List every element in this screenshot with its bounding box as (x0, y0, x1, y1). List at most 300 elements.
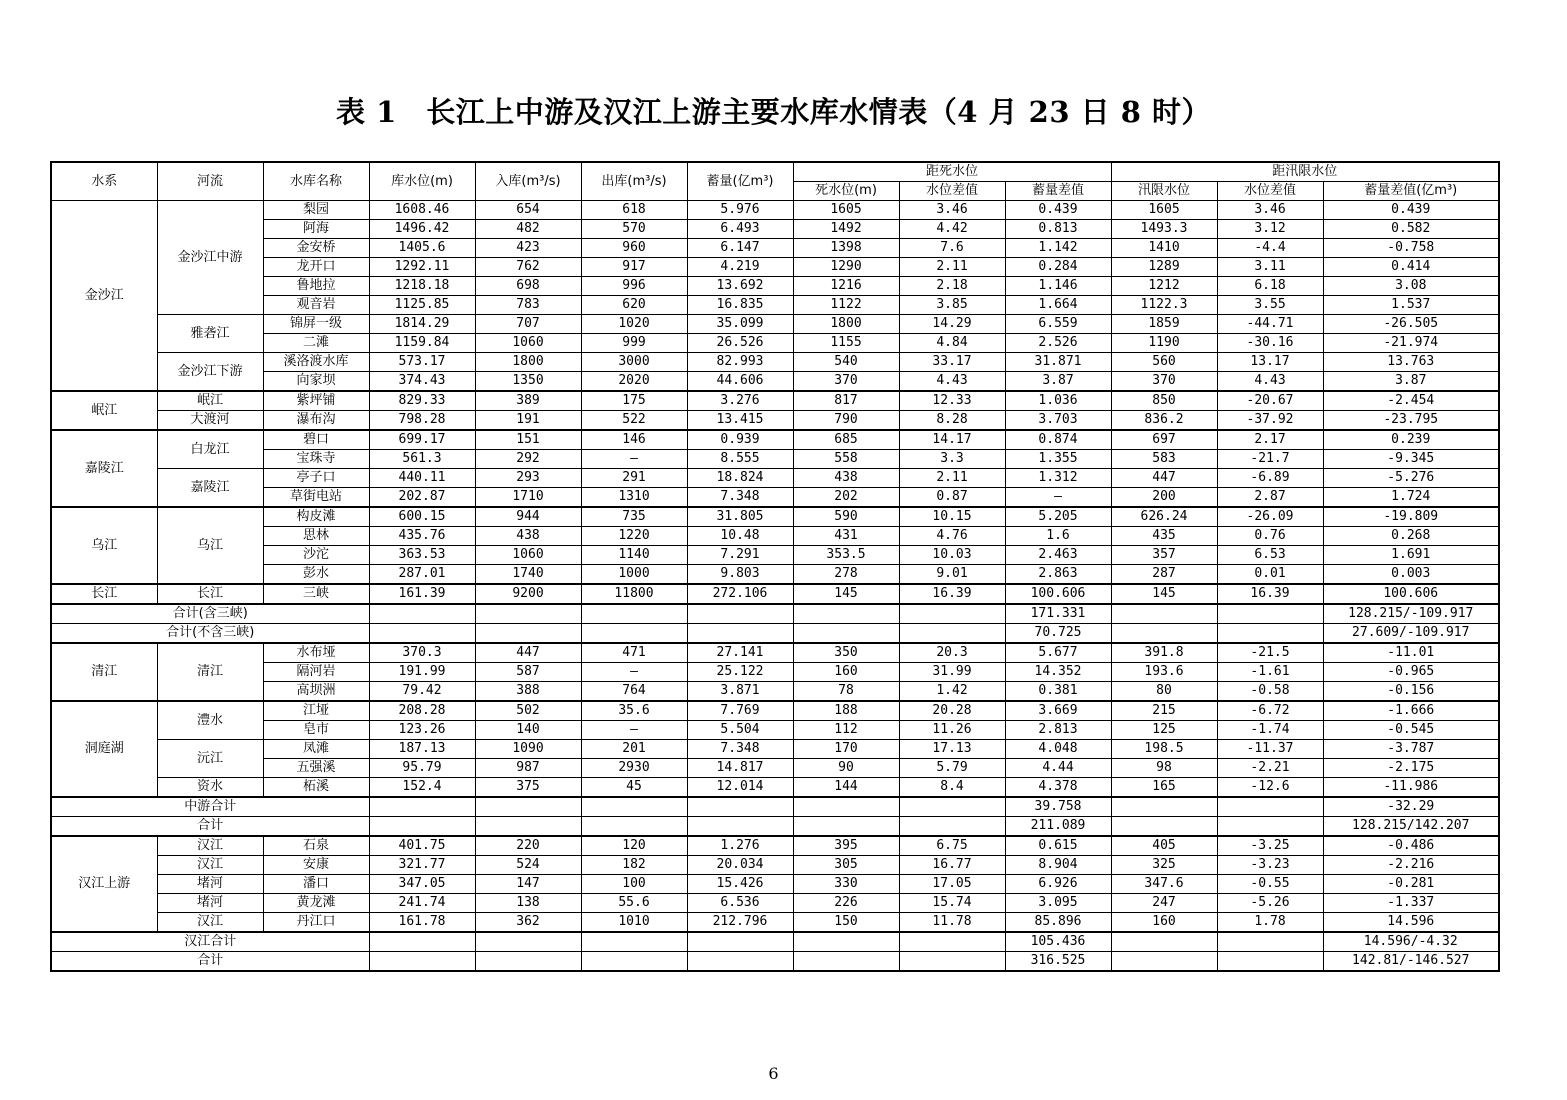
outflow-cell: 100 (581, 875, 687, 894)
total-row (51, 624, 1499, 644)
outflow-cell: 764 (581, 682, 687, 702)
dd-cell: 15.74 (899, 894, 1005, 913)
storage-cell: 7.348 (687, 740, 793, 759)
dd-cell: 14.29 (899, 315, 1005, 334)
ds-cell: 4.048 (1005, 740, 1111, 759)
outflow-cell: 999 (581, 334, 687, 353)
flood-storage-diff-cell: 128.215/-109.917 (1323, 604, 1499, 624)
inflow-cell: 389 (475, 391, 581, 411)
dd-cell: 20.28 (899, 701, 1005, 721)
reservoir-name-cell: 皂市 (263, 721, 369, 740)
dead-cell: 1155 (793, 334, 899, 353)
storage-cell: 16.835 (687, 296, 793, 315)
outflow-cell: 917 (581, 258, 687, 277)
dd-cell: 9.01 (899, 565, 1005, 585)
fs-cell: -23.795 (1323, 411, 1499, 431)
total-row (51, 932, 1499, 952)
ds-cell: 1.355 (1005, 450, 1111, 469)
dd-cell: 3.3 (899, 450, 1005, 469)
dead-cell: 1605 (793, 201, 899, 220)
storage-cell: 6.147 (687, 239, 793, 258)
reservoir-name-cell: 紫坪铺 (263, 391, 369, 411)
table-row (51, 450, 1499, 469)
reservoir-name-cell: 草街电站 (263, 488, 369, 508)
outflow-cell: 182 (581, 856, 687, 875)
flood-cell: 357 (1111, 546, 1217, 565)
reservoir-name-cell: 梨园 (263, 201, 369, 220)
river-cell: 堵河 (157, 875, 263, 894)
storage-cell: 5.976 (687, 201, 793, 220)
table-row (51, 721, 1499, 740)
outflow-cell: 11800 (581, 584, 687, 604)
flood-storage-diff-cell: 142.81/-146.527 (1323, 952, 1499, 972)
fs-cell: 3.87 (1323, 372, 1499, 392)
fs-cell: -19.809 (1323, 507, 1499, 527)
table-row (51, 894, 1499, 913)
table-row (51, 836, 1499, 856)
flood-cell: 850 (1111, 391, 1217, 411)
table-row (51, 565, 1499, 585)
empty-cell (581, 624, 687, 644)
table-row (51, 296, 1499, 315)
level-cell: 798.28 (369, 411, 475, 431)
outflow-cell: – (581, 450, 687, 469)
header-row (51, 162, 1499, 182)
total-label: 合计 (51, 952, 369, 972)
empty-cell (1111, 624, 1217, 644)
level-cell: 435.76 (369, 527, 475, 546)
storage-cell: 8.555 (687, 450, 793, 469)
reservoir-name-cell: 碧口 (263, 430, 369, 450)
table-row (51, 546, 1499, 565)
empty-cell (899, 817, 1005, 837)
fd-cell: -0.55 (1217, 875, 1323, 894)
basin-header: 水系 (51, 162, 157, 201)
reservoir-name-cell: 向家坝 (263, 372, 369, 392)
inflow-cell: 423 (475, 239, 581, 258)
flood-cell: 287 (1111, 565, 1217, 585)
dd-cell: 8.28 (899, 411, 1005, 431)
fd-cell: 3.12 (1217, 220, 1323, 239)
inflow-cell: 1800 (475, 353, 581, 372)
dead-level-group-header: 距死水位 (793, 162, 1111, 182)
flood-cell: 198.5 (1111, 740, 1217, 759)
storage-cell: 7.291 (687, 546, 793, 565)
fd-cell: 0.01 (1217, 565, 1323, 585)
flood-cell: 697 (1111, 430, 1217, 450)
outflow-cell: 2020 (581, 372, 687, 392)
empty-cell (1217, 604, 1323, 624)
empty-cell (899, 624, 1005, 644)
inflow-cell: 707 (475, 315, 581, 334)
basin-cell: 金沙江 (51, 201, 157, 392)
table-row (51, 663, 1499, 682)
storage-cell: 12.014 (687, 778, 793, 798)
table-row (51, 469, 1499, 488)
empty-cell (475, 952, 581, 972)
ds-cell: 0.439 (1005, 201, 1111, 220)
fs-cell: -1.337 (1323, 894, 1499, 913)
dead-cell: 590 (793, 507, 899, 527)
level-cell: 440.11 (369, 469, 475, 488)
dd-cell: 4.43 (899, 372, 1005, 392)
fd-cell: 4.43 (1217, 372, 1323, 392)
dead-cell: 790 (793, 411, 899, 431)
level-cell: 191.99 (369, 663, 475, 682)
level-cell: 374.43 (369, 372, 475, 392)
empty-cell (1217, 952, 1323, 972)
empty-cell (581, 932, 687, 952)
level-cell: 829.33 (369, 391, 475, 411)
flood-cell: 160 (1111, 913, 1217, 933)
outflow-header: 出库(m³/s) (581, 162, 687, 201)
outflow-cell: 1140 (581, 546, 687, 565)
empty-cell (475, 797, 581, 817)
level-cell: 561.3 (369, 450, 475, 469)
storage-cell: 27.141 (687, 643, 793, 663)
inflow-cell: 138 (475, 894, 581, 913)
river-header: 河流 (157, 162, 263, 201)
flood-cell: 1605 (1111, 201, 1217, 220)
dd-cell: 5.79 (899, 759, 1005, 778)
storage-cell: 0.939 (687, 430, 793, 450)
dd-cell: 2.11 (899, 258, 1005, 277)
ds-cell: 31.871 (1005, 353, 1111, 372)
dead-cell: 395 (793, 836, 899, 856)
flood-cell: 247 (1111, 894, 1217, 913)
reservoir-name-cell: 宝珠寺 (263, 450, 369, 469)
outflow-cell: 146 (581, 430, 687, 450)
fs-cell: -9.345 (1323, 450, 1499, 469)
reservoir-name-cell: 金安桥 (263, 239, 369, 258)
inflow-cell: 524 (475, 856, 581, 875)
flood-cell: 405 (1111, 836, 1217, 856)
ds-cell: 2.863 (1005, 565, 1111, 585)
flood-storage-diff-cell: 27.609/-109.917 (1323, 624, 1499, 644)
ds-cell: 3.095 (1005, 894, 1111, 913)
table-row (51, 411, 1499, 431)
fs-cell: 0.582 (1323, 220, 1499, 239)
flood-cell: 165 (1111, 778, 1217, 798)
river-cell: 汉江 (157, 836, 263, 856)
ds-cell: 1.146 (1005, 277, 1111, 296)
flood-cell: 1289 (1111, 258, 1217, 277)
fs-cell: 0.439 (1323, 201, 1499, 220)
flood-storage-diff-cell: 128.215/142.207 (1323, 817, 1499, 837)
table-row (51, 913, 1499, 933)
inflow-header: 入库(m³/s) (475, 162, 581, 201)
table-row (51, 740, 1499, 759)
inflow-cell: 762 (475, 258, 581, 277)
storage-cell: 3.871 (687, 682, 793, 702)
fd-cell: 3.46 (1217, 201, 1323, 220)
flood-cell: 1212 (1111, 277, 1217, 296)
table-row (51, 220, 1499, 239)
level-cell: 241.74 (369, 894, 475, 913)
ds-cell: 100.606 (1005, 584, 1111, 604)
storage-cell: 14.817 (687, 759, 793, 778)
fd-cell: 16.39 (1217, 584, 1323, 604)
total-label: 汉江合计 (51, 932, 369, 952)
inflow-cell: 654 (475, 201, 581, 220)
empty-cell (581, 952, 687, 972)
outflow-cell: 618 (581, 201, 687, 220)
river-cell: 白龙江 (157, 430, 263, 469)
dd-cell: 4.42 (899, 220, 1005, 239)
flood-storage-diff-header: 蓄量差值(亿m³) (1323, 182, 1499, 201)
table-row (51, 430, 1499, 450)
table-row (51, 682, 1499, 702)
dead-cell: 431 (793, 527, 899, 546)
reservoir-name-cell: 鲁地拉 (263, 277, 369, 296)
storage-cell: 6.493 (687, 220, 793, 239)
river-cell: 岷江 (157, 391, 263, 411)
dd-cell: 33.17 (899, 353, 1005, 372)
reservoir-name-cell: 黄龙滩 (263, 894, 369, 913)
table-row (51, 277, 1499, 296)
empty-cell (581, 797, 687, 817)
fd-cell: -0.58 (1217, 682, 1323, 702)
outflow-cell: 291 (581, 469, 687, 488)
empty-cell (1111, 797, 1217, 817)
ds-cell: 1.036 (1005, 391, 1111, 411)
storage-cell: 7.769 (687, 701, 793, 721)
fs-cell: 14.596 (1323, 913, 1499, 933)
dead-cell: 685 (793, 430, 899, 450)
reservoir-name-cell: 观音岩 (263, 296, 369, 315)
table-row (51, 778, 1499, 798)
fs-cell: -0.486 (1323, 836, 1499, 856)
inflow-cell: 1060 (475, 546, 581, 565)
fd-cell: -21.5 (1217, 643, 1323, 663)
outflow-cell: 471 (581, 643, 687, 663)
basin-cell: 洞庭湖 (51, 701, 157, 797)
table-row (51, 643, 1499, 663)
fd-cell: -2.21 (1217, 759, 1323, 778)
table-row (51, 315, 1499, 334)
basin-cell: 岷江 (51, 391, 157, 430)
level-cell: 123.26 (369, 721, 475, 740)
fd-cell: -11.37 (1217, 740, 1323, 759)
dead-cell: 1492 (793, 220, 899, 239)
river-cell: 澧水 (157, 701, 263, 740)
ds-cell: 6.559 (1005, 315, 1111, 334)
level-cell: 321.77 (369, 856, 475, 875)
dead-cell: 1122 (793, 296, 899, 315)
reservoir-name-cell: 水布垭 (263, 643, 369, 663)
flood-cell: 583 (1111, 450, 1217, 469)
level-cell: 1159.84 (369, 334, 475, 353)
storage-cell: 212.796 (687, 913, 793, 933)
ds-cell: 0.874 (1005, 430, 1111, 450)
fd-cell: 3.11 (1217, 258, 1323, 277)
empty-cell (369, 817, 475, 837)
reservoir-name-cell: 凤滩 (263, 740, 369, 759)
fs-cell: -26.505 (1323, 315, 1499, 334)
storage-cell: 7.348 (687, 488, 793, 508)
level-cell: 95.79 (369, 759, 475, 778)
fd-cell: -4.4 (1217, 239, 1323, 258)
empty-cell (581, 817, 687, 837)
dead-storage-diff-cell: 105.436 (1005, 932, 1111, 952)
reservoir-name-cell: 思林 (263, 527, 369, 546)
fs-cell: -2.454 (1323, 391, 1499, 411)
level-cell: 363.53 (369, 546, 475, 565)
inflow-cell: 1740 (475, 565, 581, 585)
fd-cell: 2.17 (1217, 430, 1323, 450)
dd-cell: 17.13 (899, 740, 1005, 759)
reservoir-name-cell: 溪洛渡水库 (263, 353, 369, 372)
fd-cell: 6.53 (1217, 546, 1323, 565)
empty-cell (475, 932, 581, 952)
reservoir-name-cell: 锦屏一级 (263, 315, 369, 334)
outflow-cell: – (581, 721, 687, 740)
storage-cell: 3.276 (687, 391, 793, 411)
flood-cell: 626.24 (1111, 507, 1217, 527)
inflow-cell: 944 (475, 507, 581, 527)
inflow-cell: 1350 (475, 372, 581, 392)
ds-cell: 1.664 (1005, 296, 1111, 315)
fs-cell: -0.281 (1323, 875, 1499, 894)
reservoir-name-cell: 高坝洲 (263, 682, 369, 702)
inflow-cell: 698 (475, 277, 581, 296)
dead-cell: 226 (793, 894, 899, 913)
fs-cell: 0.268 (1323, 527, 1499, 546)
fs-cell: -21.974 (1323, 334, 1499, 353)
storage-cell: 272.106 (687, 584, 793, 604)
empty-cell (687, 604, 793, 624)
fd-cell: -1.74 (1217, 721, 1323, 740)
inflow-cell: 292 (475, 450, 581, 469)
dead-storage-diff-cell: 70.725 (1005, 624, 1111, 644)
level-cell: 79.42 (369, 682, 475, 702)
fd-cell: 1.78 (1217, 913, 1323, 933)
empty-cell (899, 952, 1005, 972)
flood-cell: 1122.3 (1111, 296, 1217, 315)
outflow-cell: 45 (581, 778, 687, 798)
dead-cell: 1290 (793, 258, 899, 277)
flood-cell: 560 (1111, 353, 1217, 372)
empty-cell (369, 952, 475, 972)
dead-cell: 278 (793, 565, 899, 585)
river-cell: 雅砻江 (157, 315, 263, 353)
empty-cell (687, 797, 793, 817)
empty-cell (793, 932, 899, 952)
dd-cell: 7.6 (899, 239, 1005, 258)
outflow-cell: 1010 (581, 913, 687, 933)
empty-cell (793, 797, 899, 817)
river-cell: 大渡河 (157, 411, 263, 431)
outflow-cell: 522 (581, 411, 687, 431)
reservoir-name-cell: 潘口 (263, 875, 369, 894)
empty-cell (475, 817, 581, 837)
fd-cell: -44.71 (1217, 315, 1323, 334)
empty-cell (369, 797, 475, 817)
total-label: 中游合计 (51, 797, 369, 817)
dd-cell: 20.3 (899, 643, 1005, 663)
level-cell: 1814.29 (369, 315, 475, 334)
table-row (51, 701, 1499, 721)
total-label: 合计 (51, 817, 369, 837)
inflow-cell: 293 (475, 469, 581, 488)
empty-cell (687, 817, 793, 837)
dd-cell: 3.85 (899, 296, 1005, 315)
reservoir-name-cell: 二滩 (263, 334, 369, 353)
table-row (51, 391, 1499, 411)
outflow-cell: 1310 (581, 488, 687, 508)
empty-cell (899, 932, 1005, 952)
dead-cell: 170 (793, 740, 899, 759)
reservoir-name-cell: 隔河岩 (263, 663, 369, 682)
fd-cell: 6.18 (1217, 277, 1323, 296)
storage-cell: 13.415 (687, 411, 793, 431)
ds-cell: 2.463 (1005, 546, 1111, 565)
empty-cell (1217, 932, 1323, 952)
empty-cell (475, 624, 581, 644)
storage-cell: 25.122 (687, 663, 793, 682)
ds-cell: 2.526 (1005, 334, 1111, 353)
fs-cell: 1.537 (1323, 296, 1499, 315)
inflow-cell: 9200 (475, 584, 581, 604)
fd-cell: -30.16 (1217, 334, 1323, 353)
dead-storage-diff-cell: 316.525 (1005, 952, 1111, 972)
river-cell: 嘉陵江 (157, 469, 263, 508)
river-cell: 长江 (157, 584, 263, 604)
fs-cell: 3.08 (1323, 277, 1499, 296)
fd-cell: -21.7 (1217, 450, 1323, 469)
inflow-cell: 438 (475, 527, 581, 546)
fd-cell: -12.6 (1217, 778, 1323, 798)
dead-cell: 150 (793, 913, 899, 933)
ds-cell: 5.205 (1005, 507, 1111, 527)
fs-cell: -0.965 (1323, 663, 1499, 682)
dd-cell: 16.39 (899, 584, 1005, 604)
inflow-cell: 362 (475, 913, 581, 933)
river-cell: 乌江 (157, 507, 263, 584)
flood-cell: 1190 (1111, 334, 1217, 353)
empty-cell (687, 624, 793, 644)
river-cell: 汉江 (157, 856, 263, 875)
inflow-cell: 388 (475, 682, 581, 702)
flood-cell: 347.6 (1111, 875, 1217, 894)
dd-cell: 4.76 (899, 527, 1005, 546)
reservoir-name-cell: 瀑布沟 (263, 411, 369, 431)
storage-cell: 6.536 (687, 894, 793, 913)
empty-cell (369, 624, 475, 644)
empty-cell (687, 952, 793, 972)
dead-cell: 817 (793, 391, 899, 411)
fs-cell: -1.666 (1323, 701, 1499, 721)
storage-cell: 31.805 (687, 507, 793, 527)
reservoir-name-cell: 亭子口 (263, 469, 369, 488)
table-row (51, 527, 1499, 546)
table-row (51, 856, 1499, 875)
fd-cell: -6.72 (1217, 701, 1323, 721)
empty-cell (475, 604, 581, 624)
table-row (51, 759, 1499, 778)
level-cell: 1608.46 (369, 201, 475, 220)
outflow-cell: 55.6 (581, 894, 687, 913)
table-row (51, 875, 1499, 894)
dead-cell: 370 (793, 372, 899, 392)
dd-cell: 0.87 (899, 488, 1005, 508)
outflow-cell: 1000 (581, 565, 687, 585)
dead-cell: 202 (793, 488, 899, 508)
dd-cell: 10.15 (899, 507, 1005, 527)
dead-storage-diff-cell: 39.758 (1005, 797, 1111, 817)
flood-cell: 325 (1111, 856, 1217, 875)
flood-cell: 391.8 (1111, 643, 1217, 663)
